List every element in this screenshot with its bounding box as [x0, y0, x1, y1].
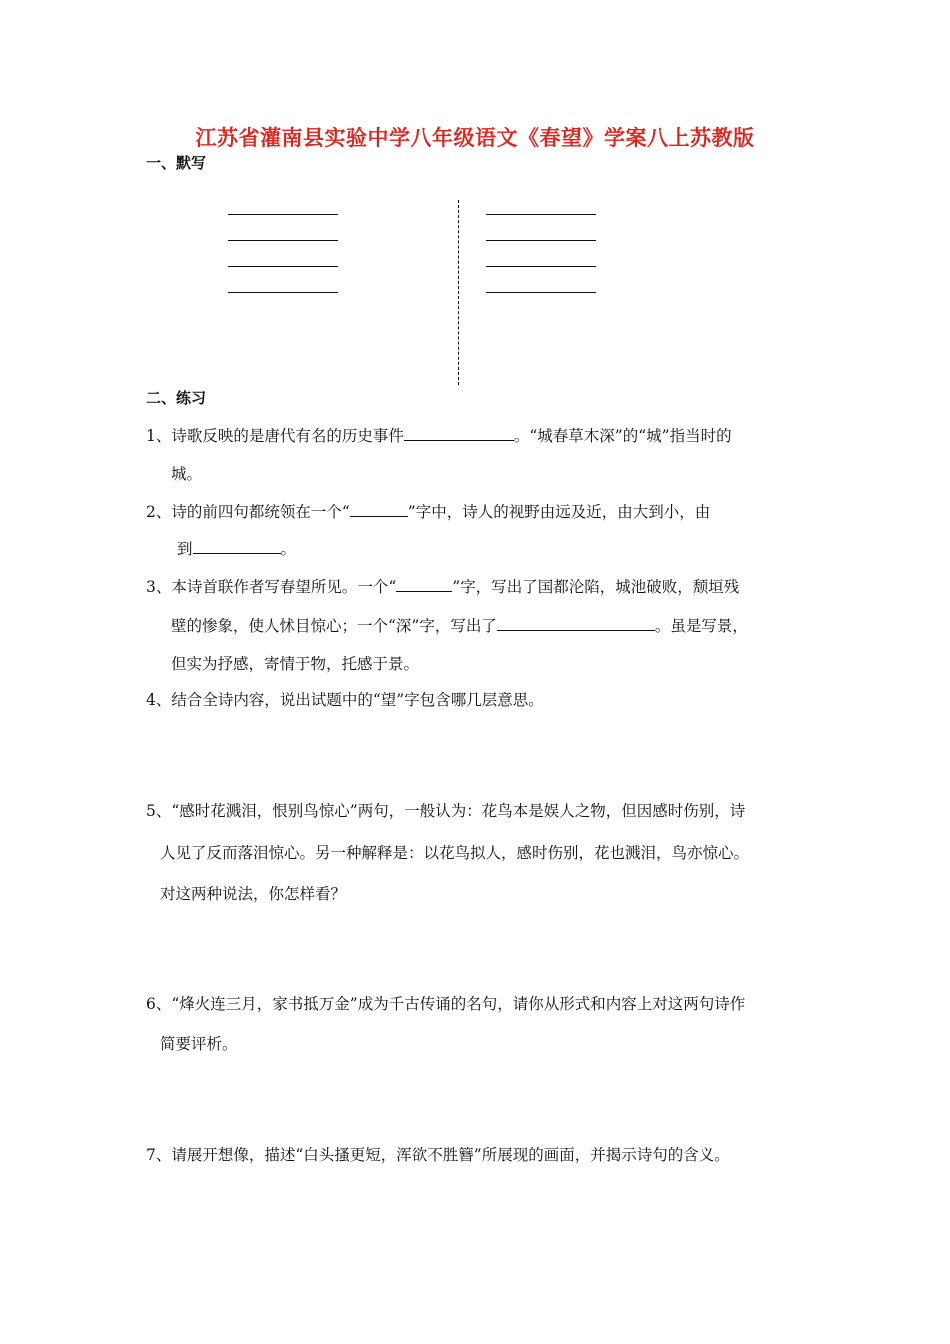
question-2-line-2: 到 。: [177, 537, 296, 559]
dictation-blank[interactable]: [486, 266, 596, 267]
answer-blank[interactable]: [497, 614, 655, 631]
question-6-line-1: 6、“烽火连三月，家书抵万金”成为千古传诵的名句，请你从形式和内容上对这两句诗作: [146, 995, 746, 1013]
dictation-blank[interactable]: [228, 214, 338, 215]
answer-blank[interactable]: [396, 575, 452, 592]
answer-blank[interactable]: [193, 537, 281, 554]
question-3-line-1: 3、本诗首联作者写春望所见。一个“ ”字，写出了国都沦陷，城池破败，颓垣残: [146, 575, 739, 597]
question-7-line-1: 7、请展开想像，描述“白头搔更短，浑欲不胜簪”所展现的画面，并揭示诗句的含义。: [146, 1146, 730, 1164]
answer-blank[interactable]: [404, 424, 514, 441]
dictation-blank[interactable]: [228, 240, 338, 241]
answer-blank[interactable]: [350, 500, 408, 517]
question-1-line-1: 1、诗歌反映的是唐代有名的历史事件 。“城春草木深”的“城”指当时的: [146, 424, 732, 446]
question-2-line-1: 2、诗的前四句都统领在一个“ ”字中，诗人的视野由远及近，由大到小，由: [146, 500, 710, 522]
dictation-blank[interactable]: [486, 214, 596, 215]
page-title: 江苏省灌南县实验中学八年级语文《春望》学案八上苏教版: [195, 126, 755, 150]
question-3-line-3: 但实为抒感，寄情于物，托感于景。: [171, 655, 420, 673]
question-5-line-1: 5、“感时花溅泪，恨别鸟惊心”两句，一般认为：花鸟本是娱人之物，但因感时伤别，诗: [146, 802, 746, 820]
dashed-divider: [458, 200, 459, 385]
question-5-line-2: 人见了反而落泪惊心。另一种解释是：以花鸟拟人，感时伤别，花也溅泪，鸟亦惊心。: [160, 844, 750, 862]
question-4-line-1: 4、结合全诗内容，说出试题中的“望”字包含哪几层意思。: [146, 691, 544, 709]
dictation-blank[interactable]: [228, 266, 338, 267]
section-heading-exercises: 二、练习: [146, 389, 207, 407]
question-5-line-3: 对这两种说法，你怎样看？: [160, 885, 347, 903]
section-heading-dictation: 一、默写: [146, 154, 207, 172]
question-3-line-2: 壁的惨象，使人怵目惊心；一个“深”字，写出了 。虽是写景，: [171, 614, 748, 636]
question-6-line-2: 简要评析。: [160, 1035, 238, 1053]
dictation-blank[interactable]: [486, 292, 596, 293]
dictation-blank[interactable]: [486, 240, 596, 241]
question-1-line-2: 城。: [171, 465, 203, 483]
dictation-blank[interactable]: [228, 292, 338, 293]
